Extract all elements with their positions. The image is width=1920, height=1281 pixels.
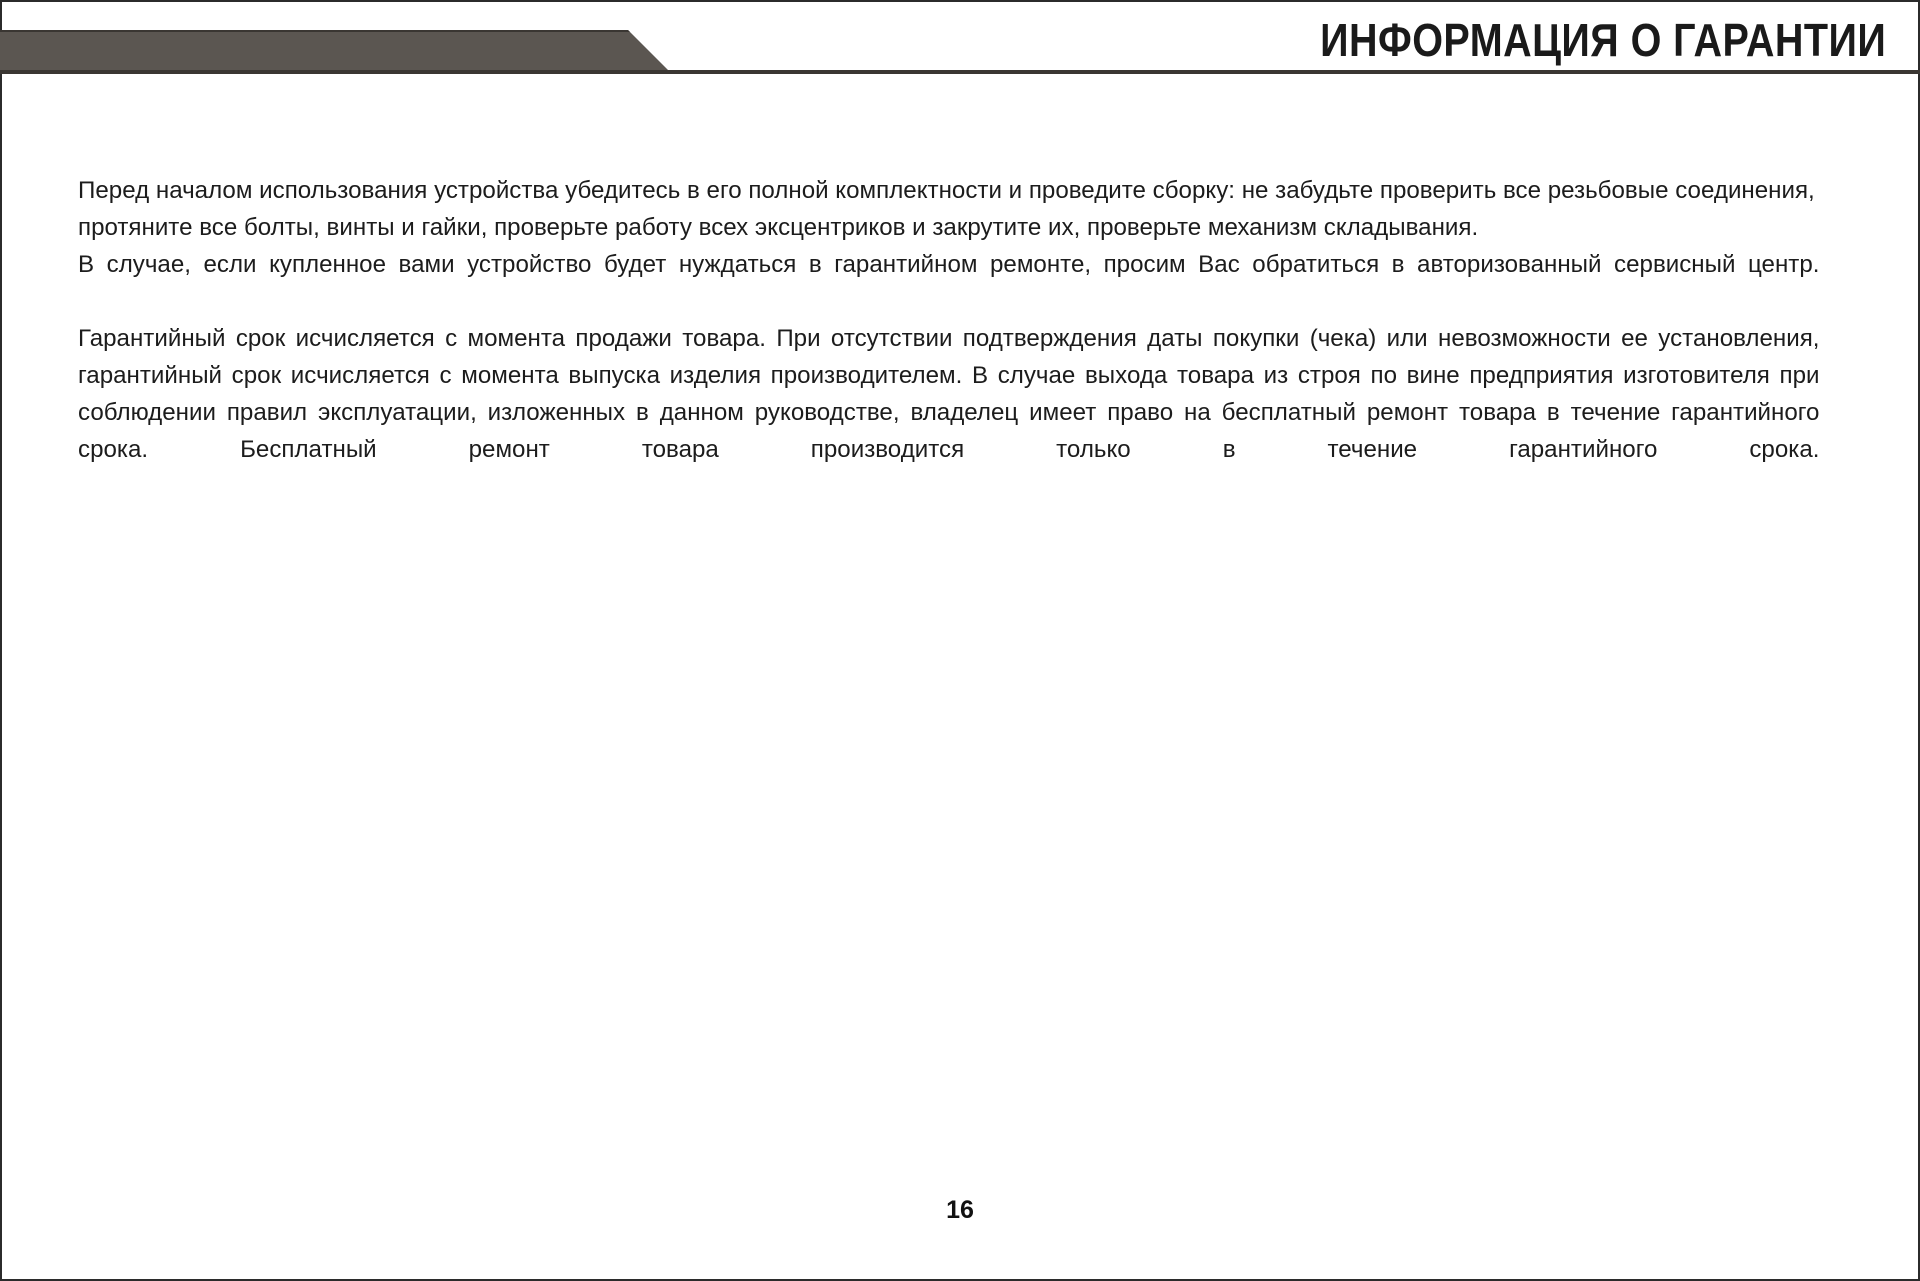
page-number: 16 xyxy=(946,1196,974,1224)
page-title: ИНФОРМАЦИЯ О ГАРАНТИИ xyxy=(1319,14,1886,66)
header-horizontal-rule xyxy=(0,70,1920,74)
header-accent-band xyxy=(0,30,672,74)
body-paragraph-2: В случае, если купленное вами устройство будет нуждаться в гарантийном ремонте, просим Вас обратиться в авторизованный сервисный центр. xyxy=(78,251,1820,278)
page-header xyxy=(0,0,1920,92)
body-paragraph-1: Перед началом использования устройства убедитесь в его полной комплектности и проведите сборку: не забудьте проверить все резьбовые соединения, протяните все болты, винты и гайки, проверьте работу всех эксцентриков и закрутите их, проверьте механизм складывания. xyxy=(78,177,1815,241)
page-body xyxy=(78,172,1846,505)
body-paragraph-3: Гарантийный срок исчисляется с момента продажи товара. При отсутствии подтверждения даты покупки (чека) или невозможности ее установления, гарантийный срок исчисляется с момента выпуска изделия производителем. В случае выхода товара из строя по вине предприятия изготовителя при соблюдении правил эксплуатации, изложенных в данном руководстве, владелец имеет право на бесплатный ремонт товара в течение гарантийного срока. Бесплатный ремонт товара производится только в течение гарантийного срока. xyxy=(78,325,1820,463)
